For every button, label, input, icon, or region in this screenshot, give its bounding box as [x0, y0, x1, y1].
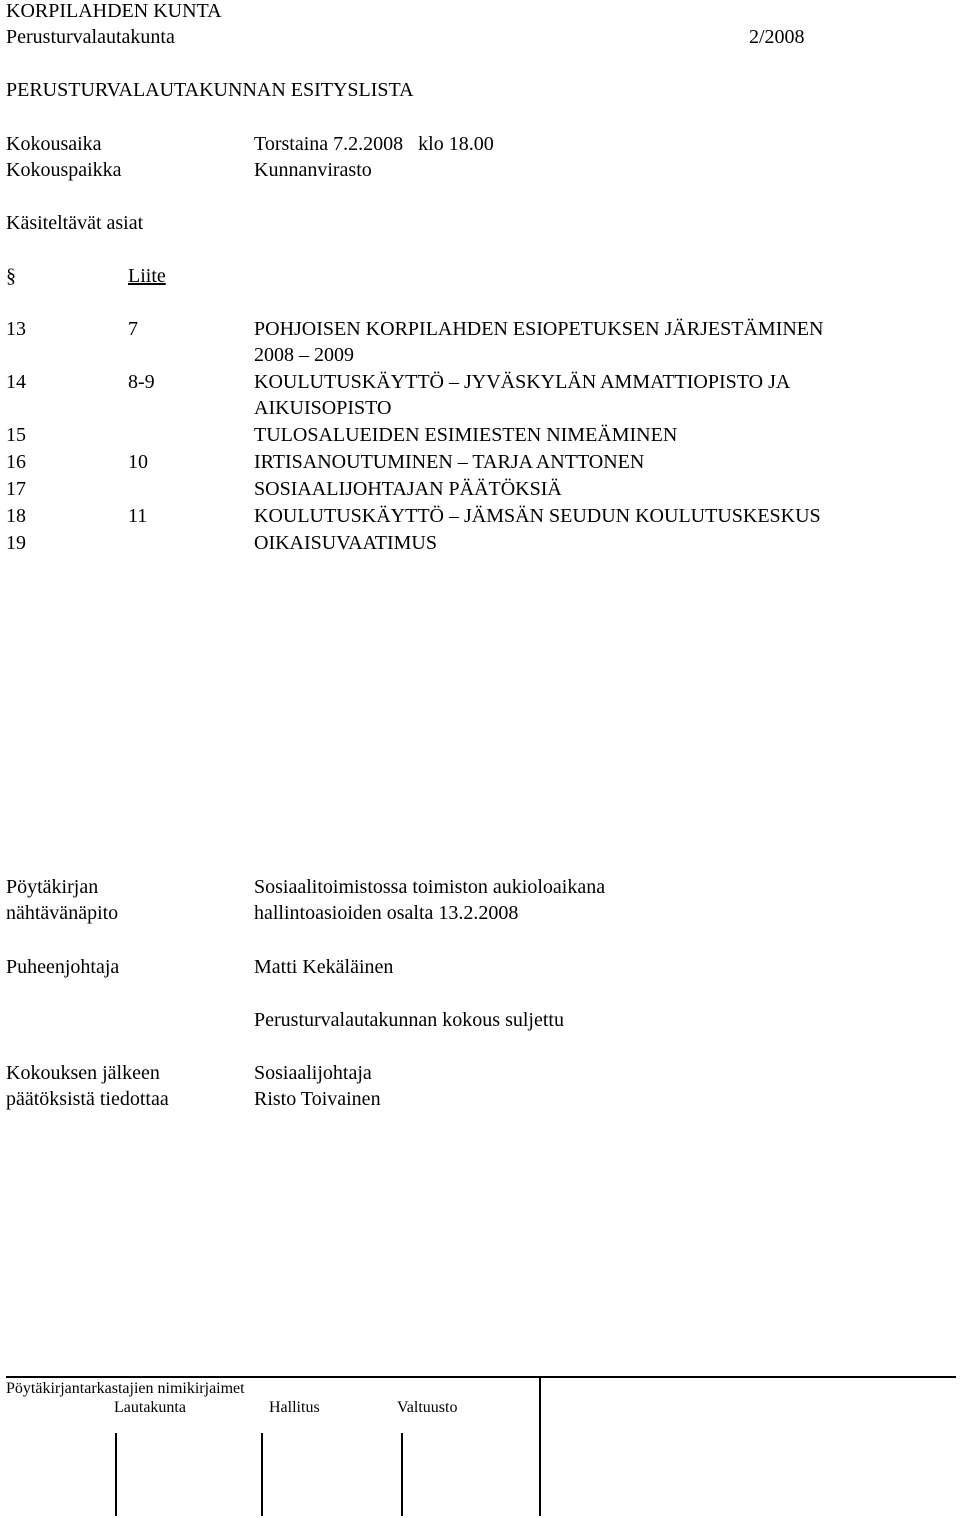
- item-title: IRTISANOUTUMINEN – TARJA ANTTONEN: [254, 451, 645, 473]
- section-symbol: §: [6, 265, 16, 287]
- footer-column-lautakunta: Lautakunta: [114, 1399, 186, 1416]
- item-title-continued: AIKUISOPISTO: [254, 397, 392, 419]
- agenda-item-14: [0, 369, 960, 395]
- agenda-item-15: [0, 422, 960, 448]
- agenda-item-13: [0, 316, 960, 342]
- footer-column-hallitus: Hallitus: [269, 1399, 320, 1416]
- footer-top-rule: [6, 1376, 956, 1378]
- agenda-item-14-continued: [0, 395, 960, 421]
- agenda-item-16: [0, 449, 960, 475]
- signature-line-lautakunta: [115, 1433, 117, 1516]
- issue-number: 2/2008: [749, 26, 805, 48]
- item-title: SOSIAALIJOHTAJAN PÄÄTÖKSIÄ: [254, 478, 562, 500]
- item-attachment: 7: [128, 318, 138, 340]
- minutes-display-value-1: Sosiaalitoimistossa toimiston aukioloaikana: [254, 876, 606, 898]
- item-number: 17: [6, 478, 26, 500]
- agenda-item-13-continued: [0, 342, 960, 368]
- item-title: POHJOISEN KORPILAHDEN ESIOPETUKSEN JÄRJESTÄMINEN: [254, 318, 824, 340]
- meeting-time-label: Kokousaika: [6, 133, 102, 155]
- notification-title: Sosiaalijohtaja: [254, 1062, 372, 1084]
- item-title: KOULUTUSKÄYTTÖ – JYVÄSKYLÄN AMMATTIOPISTO JA: [254, 371, 791, 393]
- meeting-place-label: Kokouspaikka: [6, 159, 122, 181]
- item-title: KOULUTUSKÄYTTÖ – JÄMSÄN SEUDUN KOULUTUSKESKUS: [254, 505, 821, 527]
- minutes-display-label-1: Pöytäkirjan: [6, 876, 99, 898]
- liite-column-header: Liite: [128, 265, 166, 287]
- committee-name: Perusturvalautakunta: [6, 26, 175, 48]
- notification-person: Risto Toivainen: [254, 1088, 381, 1110]
- meeting-closed-text: Perusturvalautakunnan kokous suljettu: [254, 1009, 564, 1031]
- minutes-display-label-2: nähtävänäpito: [6, 902, 119, 924]
- document-title: PERUSTURVALAUTAKUNNAN ESITYSLISTA: [6, 79, 414, 101]
- footer-column-valtuusto: Valtuusto: [397, 1399, 458, 1416]
- item-attachment: 11: [128, 505, 148, 527]
- item-title-continued: 2008 – 2009: [254, 344, 354, 366]
- item-title: TULOSALUEIDEN ESIMIESTEN NIMEÄMINEN: [254, 424, 678, 446]
- item-attachment: 10: [128, 451, 148, 473]
- chair-label: Puheenjohtaja: [6, 956, 120, 978]
- chair-name: Matti Kekäläinen: [254, 956, 394, 978]
- notification-label-1: Kokouksen jälkeen: [6, 1062, 160, 1084]
- item-number: 14: [6, 371, 26, 393]
- item-number: 19: [6, 532, 26, 554]
- item-number: 16: [6, 451, 26, 473]
- signature-line-hallitus: [261, 1433, 263, 1516]
- footer-divider: [539, 1378, 541, 1516]
- agenda-item-19: [0, 530, 960, 556]
- inspector-initials-label: Pöytäkirjantarkastajien nimikirjaimet: [6, 1380, 245, 1397]
- minutes-display-value-2: hallintoasioiden osalta 13.2.2008: [254, 902, 519, 924]
- item-number: 18: [6, 505, 26, 527]
- meeting-place-value: Kunnanvirasto: [254, 159, 372, 181]
- notification-label-2: päätöksistä tiedottaa: [6, 1088, 169, 1110]
- item-attachment: 8-9: [128, 371, 155, 393]
- agenda-item-18: [0, 503, 960, 529]
- agenda-item-17: [0, 476, 960, 502]
- agenda-heading: Käsiteltävät asiat: [6, 212, 144, 234]
- signature-line-valtuusto: [401, 1433, 403, 1516]
- organization-name: KORPILAHDEN KUNTA: [6, 0, 222, 22]
- item-number: 15: [6, 424, 26, 446]
- item-title: OIKAISUVAATIMUS: [254, 532, 437, 554]
- meeting-time-value: Torstaina 7.2.2008 klo 18.00: [254, 133, 494, 155]
- item-number: 13: [6, 318, 26, 340]
